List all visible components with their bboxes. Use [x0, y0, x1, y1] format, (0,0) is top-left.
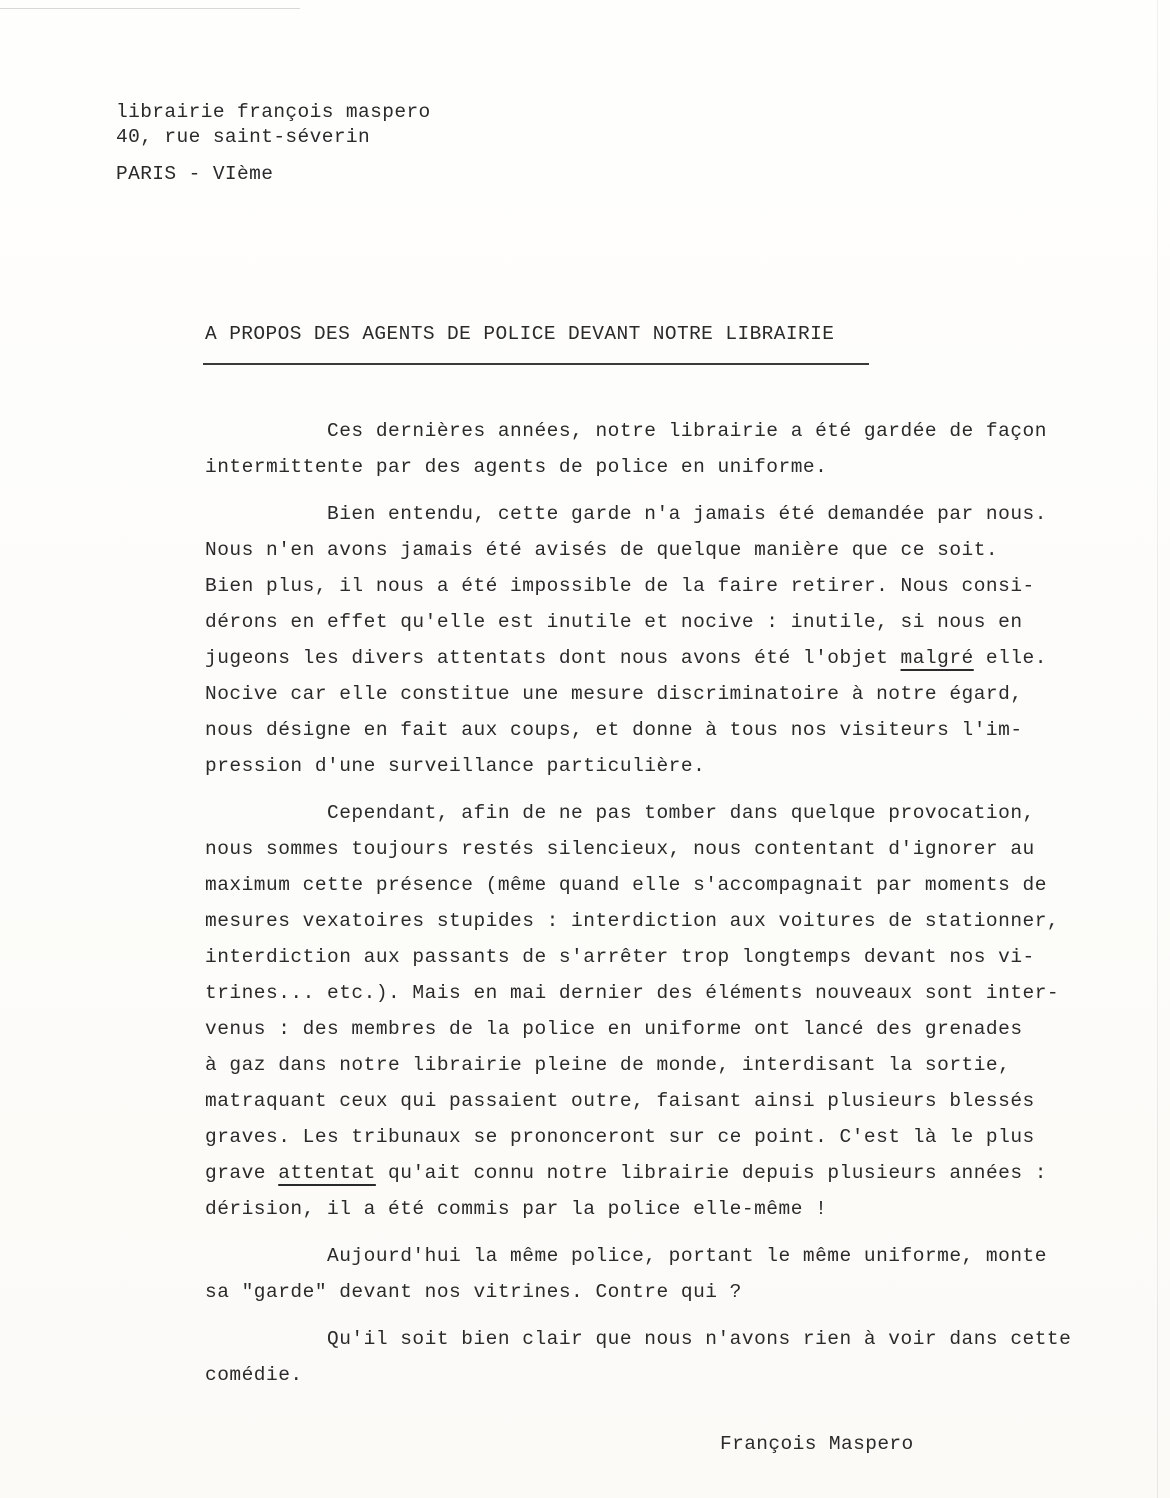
text-line: Bien entendu, cette garde n'a jamais été demandée par nous.: [205, 503, 1047, 525]
text-line: nous sommes toujours restés silencieux, nous contentant d'ignorer au: [205, 838, 1035, 860]
text-line: comédie.: [205, 1364, 303, 1386]
text-line: intermittente par des agents de police en uniforme.: [205, 456, 828, 478]
text-line: matraquant ceux qui passaient outre, faisant ainsi plusieurs blessés: [205, 1090, 1035, 1112]
text-segment: grave: [205, 1162, 279, 1184]
text-line: dérision, il a été commis par la police elle-même !: [205, 1198, 828, 1220]
text-segment: jugeons les divers attentats dont nous avons été l'objet: [205, 647, 901, 669]
paragraph-2: [205, 496, 1105, 784]
letter-body: [205, 413, 1105, 1393]
text-line: interdiction aux passants de s'arrêter trop longtemps devant nos vi-: [205, 946, 1035, 968]
letterhead-city: PARIS - VIème: [116, 163, 274, 185]
letterhead-address: 40, rue saint-séverin: [116, 126, 371, 148]
text-line: Qu'il soit bien clair que nous n'avons rien à voir dans cette: [205, 1328, 1072, 1350]
signature: François Maspero: [720, 1433, 914, 1455]
text-line: sa "garde" devant nos vitrines. Contre qui ?: [205, 1281, 742, 1303]
text-line: Cependant, afin de ne pas tomber dans quelque provocation,: [205, 802, 1035, 824]
letterhead: [116, 100, 431, 187]
text-line: pression d'une surveillance particulière.: [205, 755, 706, 777]
text-line: Nocive car elle constitue une mesure discriminatoire à notre égard,: [205, 683, 1023, 705]
text-segment: elle.: [973, 647, 1047, 669]
underlined-word: attentat: [278, 1162, 376, 1184]
text-line-with-underline: [205, 640, 1105, 676]
text-line: dérons en effet qu'elle est inutile et nocive : inutile, si nous en: [205, 611, 1023, 633]
paper-edge-right: [1157, 0, 1158, 1498]
paragraph-5: [205, 1321, 1105, 1393]
text-line: Aujourd'hui la même police, portant le même uniforme, monte: [205, 1245, 1047, 1267]
text-line: mesures vexatoires stupides : interdiction aux voitures de stationner,: [205, 910, 1060, 932]
title-underline: [203, 363, 869, 365]
text-line-with-underline: [205, 1155, 1105, 1191]
text-line: nous désigne en fait aux coups, et donne à tous nos visiteurs l'im-: [205, 719, 1023, 741]
text-line: Ces dernières années, notre librairie a été gardée de façon: [205, 420, 1047, 442]
letterhead-name: librairie françois maspero: [116, 101, 431, 123]
paragraph-4: [205, 1238, 1105, 1310]
underlined-word: malgré: [900, 647, 974, 669]
text-line: graves. Les tribunaux se prononceront sur ce point. C'est là le plus: [205, 1126, 1035, 1148]
paper-edge-top: [0, 8, 300, 9]
text-line: maximum cette présence (même quand elle s'accompagnait par moments de: [205, 874, 1047, 896]
text-segment: qu'ait connu notre librairie depuis plusieurs années :: [375, 1162, 1047, 1184]
text-line: venus : des membres de la police en uniforme ont lancé des grenades: [205, 1018, 1023, 1040]
paragraph-3: [205, 795, 1105, 1227]
text-line: à gaz dans notre librairie pleine de monde, interdisant la sortie,: [205, 1054, 1011, 1076]
text-line: trines... etc.). Mais en mai dernier des éléments nouveaux sont inter-: [205, 982, 1060, 1004]
paragraph-1: [205, 413, 1105, 485]
document-title: A PROPOS DES AGENTS DE POLICE DEVANT NOTRE LIBRAIRIE: [205, 323, 835, 345]
text-line: Bien plus, il nous a été impossible de la faire retirer. Nous consi-: [205, 575, 1035, 597]
text-line: Nous n'en avons jamais été avisés de quelque manière que ce soit.: [205, 539, 999, 561]
